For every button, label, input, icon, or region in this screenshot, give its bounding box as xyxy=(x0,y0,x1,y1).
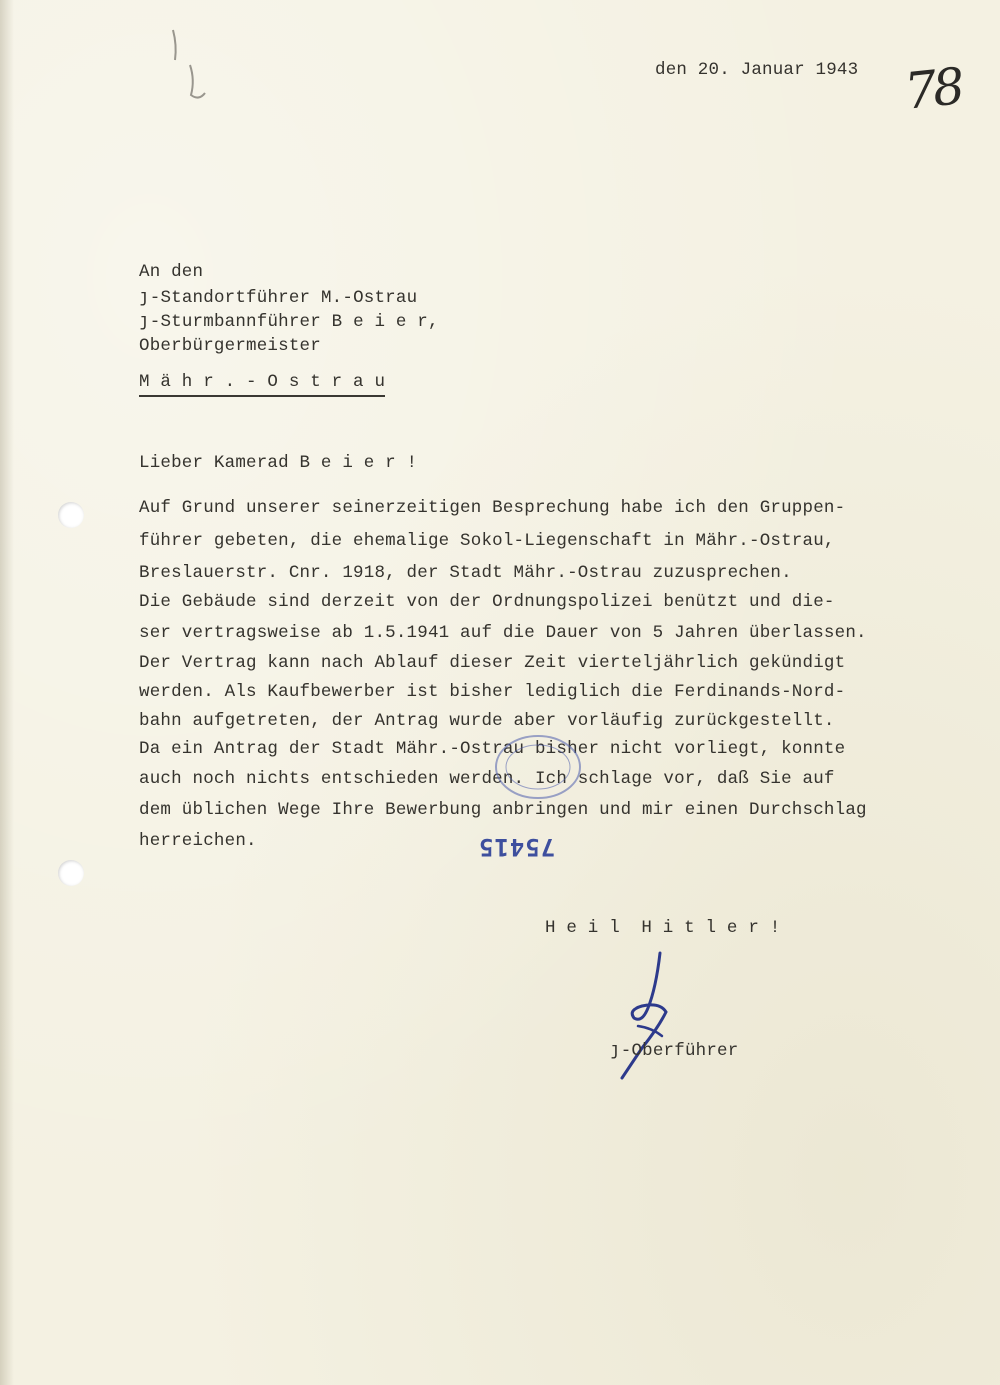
handwritten-signature xyxy=(598,948,688,1088)
body-line: führer gebeten, die ehemalige Sokol-Liegenschaft in Mähr.-Ostrau, xyxy=(139,531,835,551)
body-line: Da ein Antrag der Stadt Mähr.-Ostrau bisher nicht vorliegt, konnte xyxy=(139,739,846,759)
body-line: ser vertragsweise ab 1.5.1941 auf die Dauer von 5 Jahren überlassen. xyxy=(139,623,867,643)
body-line: werden. Als Kaufbewerber ist bisher lediglich die Ferdinands-Nord- xyxy=(139,682,846,702)
punch-hole-top xyxy=(58,502,84,528)
address-line-2: ȷ-Standortführer M.-Ostrau xyxy=(139,288,418,308)
address-line-4: Oberbürgermeister xyxy=(139,336,321,356)
closing: H e i l H i t l e r ! xyxy=(545,918,781,938)
address-line-1: An den xyxy=(139,262,204,282)
signature-title: ȷ-Oberführer xyxy=(610,1041,739,1061)
body-line: bahn aufgetreten, der Antrag wurde aber vorläufig zurückgestellt. xyxy=(139,711,835,731)
ink-smudge xyxy=(165,25,215,105)
body-line: Auf Grund unserer seinerzeitigen Besprechung habe ich den Gruppen- xyxy=(139,498,846,518)
page-edge-shadow xyxy=(0,0,14,1385)
handwritten-page-number: 78 xyxy=(902,57,964,121)
registry-stamp-number: 75415 xyxy=(478,833,556,861)
body-line: Breslauerstr. Cnr. 1918, der Stadt Mähr.-Ostrau zuzusprechen. xyxy=(139,563,792,583)
body-line: Der Vertrag kann nach Ablauf dieser Zeit vierteljährlich gekündigt xyxy=(139,653,846,673)
address-line-3: ȷ-Sturmbannführer B e i e r, xyxy=(139,312,439,332)
body-line: Die Gebäude sind derzeit von der Ordnungspolizei benützt und die- xyxy=(139,592,835,612)
round-seal-stamp xyxy=(492,732,584,802)
salutation: Lieber Kamerad B e i e r ! xyxy=(139,453,418,473)
body-line: auch noch nichts entschieden werden. Ich schlage vor, daß Sie auf xyxy=(139,769,835,789)
address-city: M ä h r . - O s t r a u xyxy=(139,374,385,397)
body-line: herreichen. xyxy=(139,831,257,851)
letter-date: den 20. Januar 1943 xyxy=(655,60,859,80)
body-line: dem üblichen Wege Ihre Bewerbung anbringen und mir einen Durchschlag xyxy=(139,800,867,820)
punch-hole-bottom xyxy=(58,860,84,886)
